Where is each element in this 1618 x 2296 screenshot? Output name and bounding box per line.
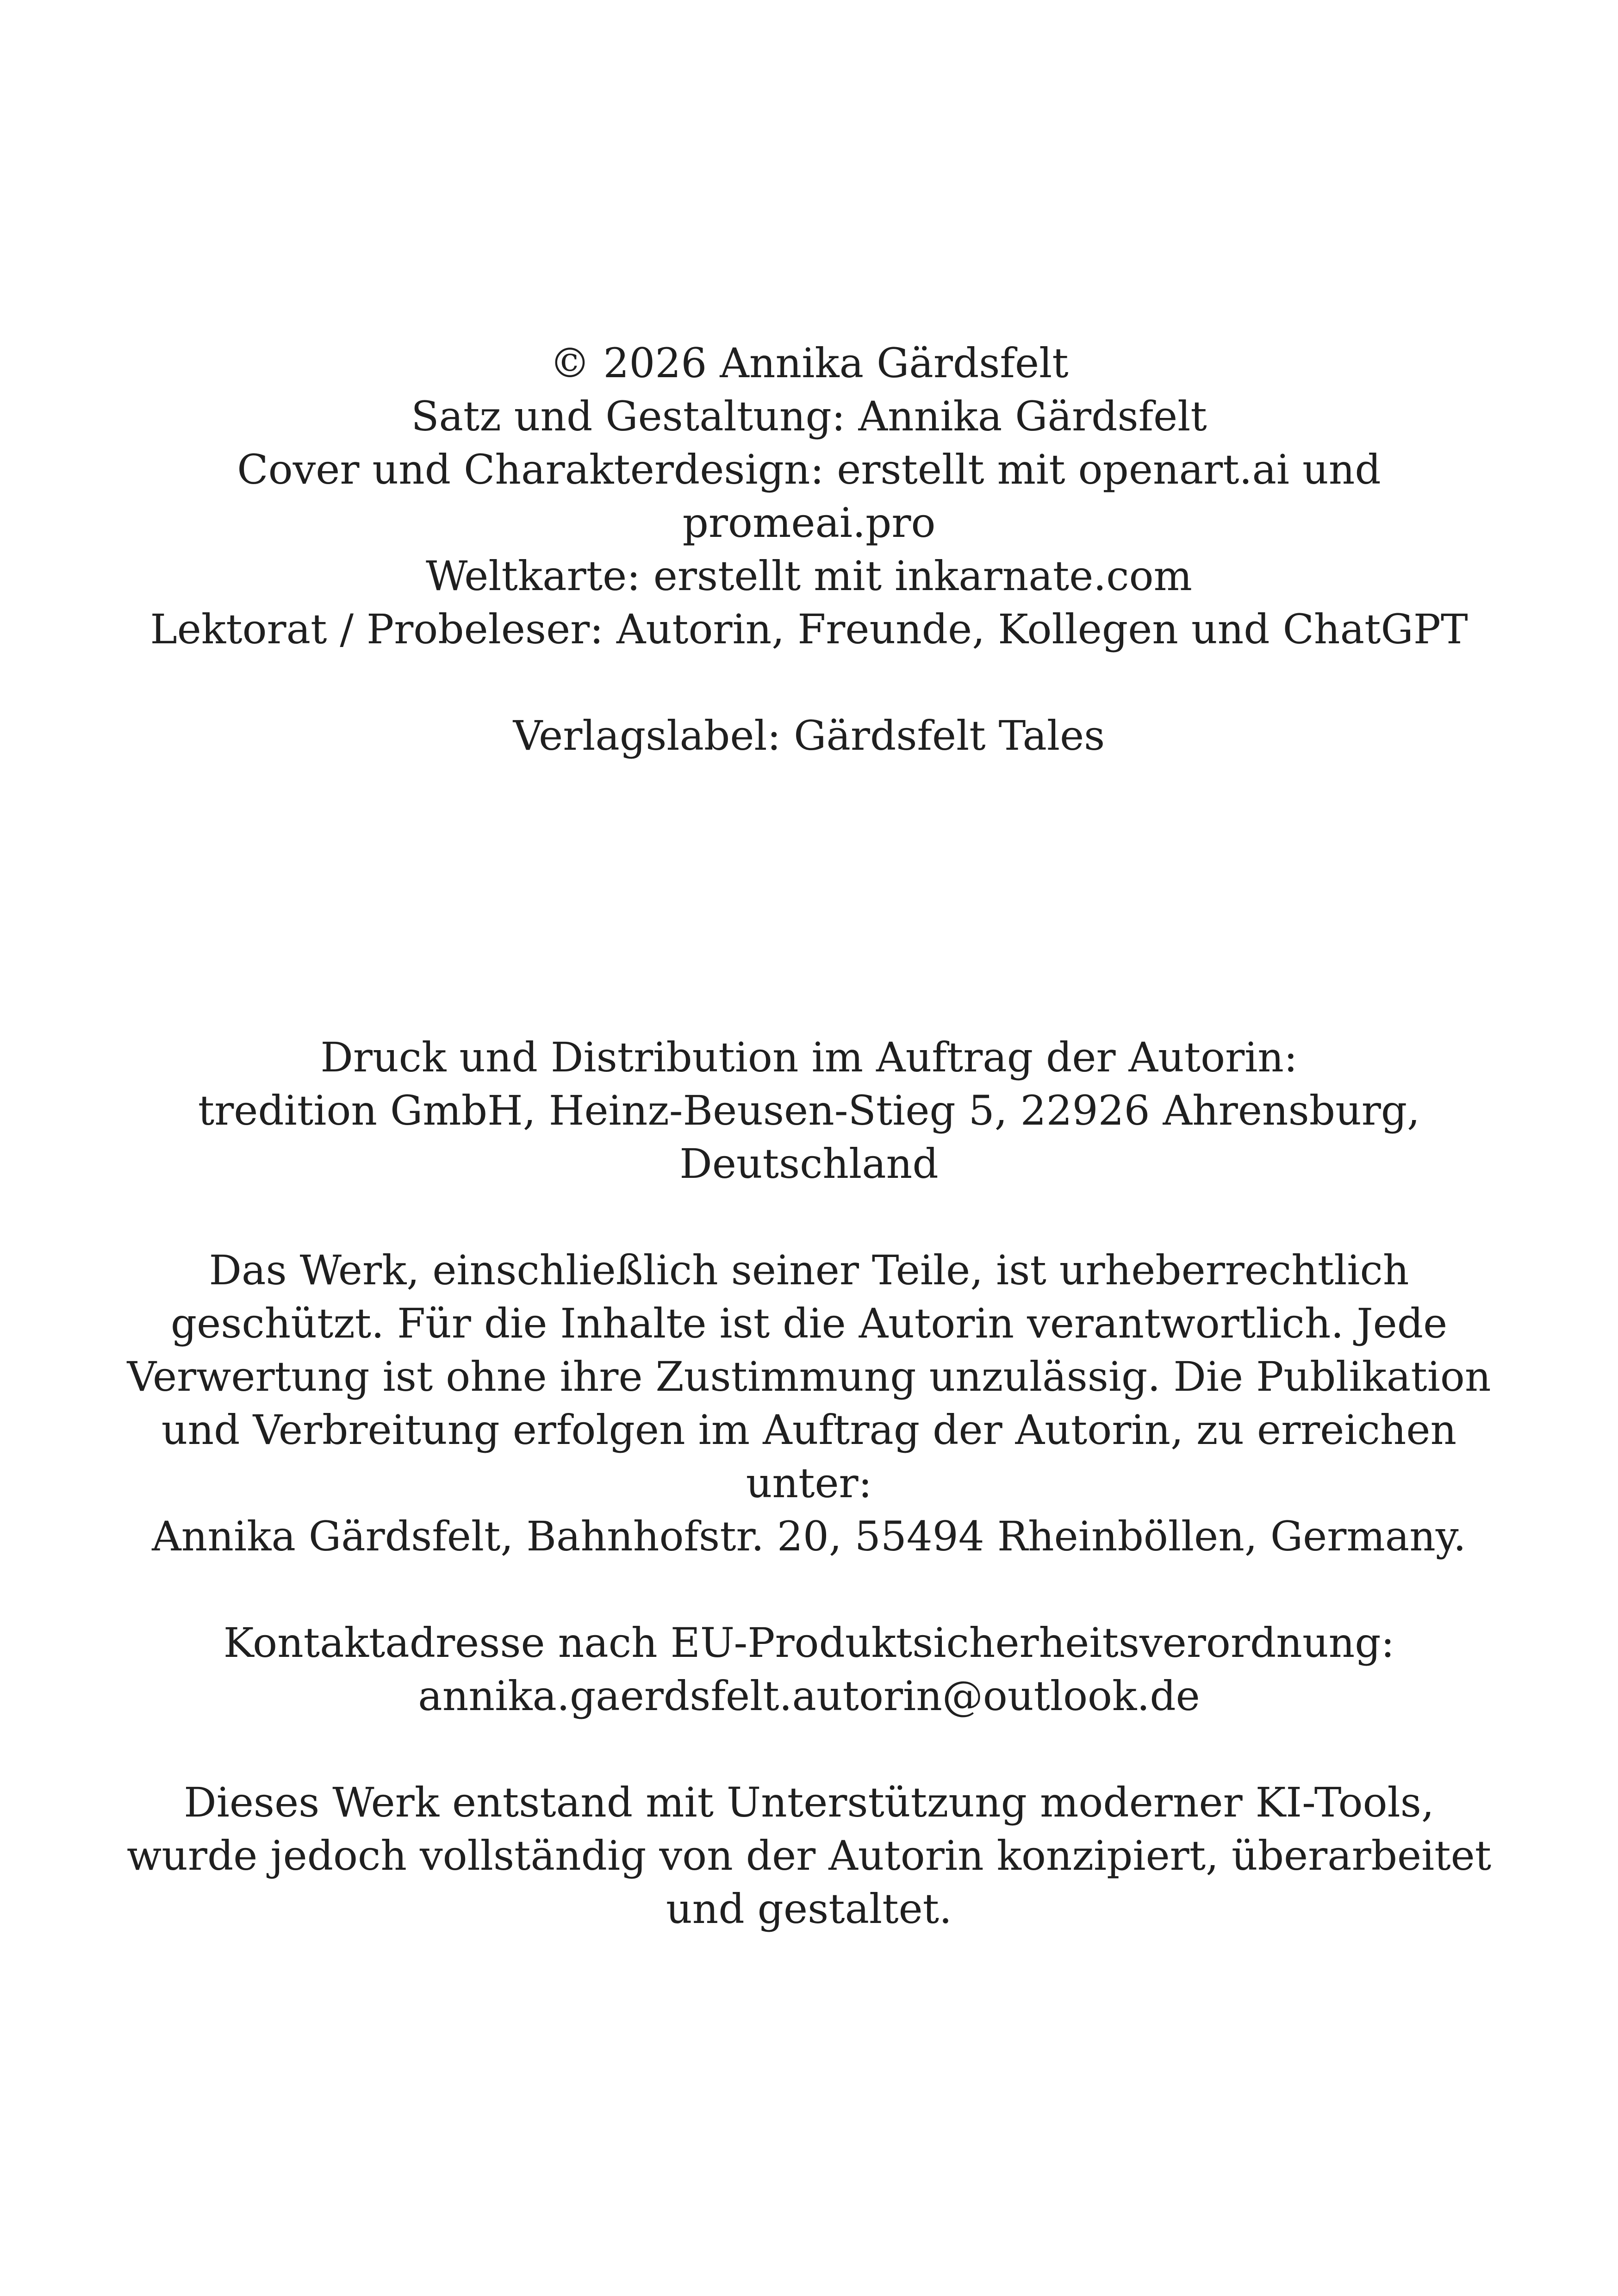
- copyright-notice-line: geschützt. Für die Inhalte ist die Autorin verantwortlich. Jede: [170, 1300, 1448, 1347]
- cover-design-line: Cover und Charakterdesign: erstellt mit openart.ai und: [237, 446, 1381, 493]
- typesetting-line: Satz und Gestaltung: Annika Gärdsfelt: [411, 392, 1207, 440]
- ai-notice-line: Dieses Werk entstand mit Unterstützung moderner KI-Tools,: [184, 1779, 1434, 1826]
- cover-design-line-continued: promeai.pro: [682, 499, 936, 547]
- copyright-notice-line: unter:: [746, 1459, 872, 1507]
- ai-notice-line: wurde jedoch vollständig von der Autorin konzipiert, überarbeitet: [126, 1832, 1492, 1879]
- distribution-line: Druck und Distribution im Auftrag der Autorin:: [320, 1033, 1298, 1081]
- copyright-notice-line: Verwertung ist ohne ihre Zustimmung unzulässig. Die Publikation: [127, 1353, 1491, 1400]
- distribution-address-line: tredition GmbH, Heinz-Beusen-Stieg 5, 22926 Ahrensburg,: [198, 1087, 1420, 1134]
- author-address-line: Annika Gärdsfelt, Bahnhofstr. 20, 55494 Rheinböllen, Germany.: [152, 1512, 1466, 1560]
- ai-notice-line: und gestaltet.: [666, 1885, 952, 1933]
- copyright-notice-line: Das Werk, einschließlich seiner Teile, ist urheberrechtlich: [209, 1246, 1409, 1294]
- worldmap-line: Weltkarte: erstellt mit inkarnate.com: [425, 552, 1192, 600]
- copyright-line: © 2026 Annika Gärdsfelt: [549, 339, 1069, 387]
- distribution-country-line: Deutschland: [679, 1140, 939, 1188]
- copyright-notice-line: und Verbreitung erfolgen im Auftrag der Autorin, zu erreichen: [161, 1406, 1457, 1454]
- editing-line: Lektorat / Probeleser: Autorin, Freunde, Kollegen und ChatGPT: [150, 605, 1468, 653]
- contact-email-line: annika.gaerdsfelt.autorin@outlook.de: [418, 1672, 1200, 1720]
- contact-heading-line: Kontaktadresse nach EU-Produktsicherheitsverordnung:: [223, 1619, 1395, 1667]
- publisher-label-line: Verlagslabel: Gärdsfelt Tales: [513, 712, 1105, 759]
